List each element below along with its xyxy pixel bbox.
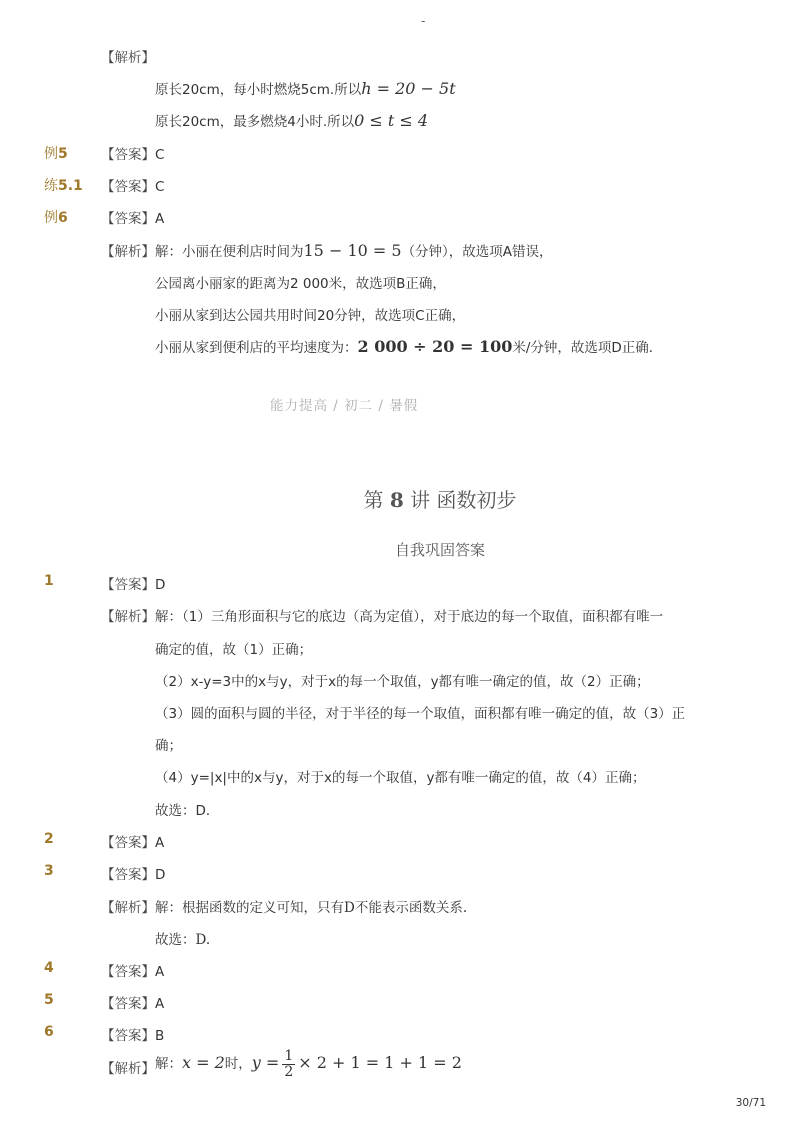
formula: h = 20 − 5t	[361, 79, 456, 98]
formula: 2 000 ÷ 20 = 100	[357, 337, 513, 356]
header-dash: -	[421, 14, 426, 28]
item-number: 例5	[44, 146, 68, 162]
solution-tag: 【解析】	[101, 1061, 155, 1077]
item-number: 1	[44, 573, 54, 589]
page-footer-band: 能力提高 / 初二 / 暑假	[270, 398, 419, 414]
formula: 0 ≤ t ≤ 4	[354, 111, 429, 130]
item-number: 5	[44, 992, 54, 1008]
item-number: 3	[44, 863, 54, 879]
solution-tag: 【解析】	[101, 244, 155, 260]
solution-line: 解：根据函数的定义可知，只有D不能表示函数关系.	[155, 900, 468, 916]
answer-line: 【答案】A	[101, 211, 165, 227]
answer-line: 【答案】C	[101, 179, 165, 195]
item-number: 2	[44, 831, 54, 847]
solution-line: （2）x-y=3中的x与y，对于x的每一个取值，y都有唯一确定的值，故（2）正确；	[155, 674, 650, 690]
answer-line: 【答案】A	[101, 996, 165, 1012]
formula: x = 2	[182, 1053, 225, 1073]
item-number: 6	[44, 1024, 54, 1040]
solution-line: 解：小丽在便利店时间为15 − 10 = 5（分钟），故选项A错误，	[155, 241, 553, 260]
section-title: 自我巩固答案	[394, 541, 485, 559]
formula: × 2 + 1 = 1 + 1 = 2	[298, 1053, 462, 1073]
solution-line: 确；	[155, 738, 182, 754]
answer-line: 【答案】D	[101, 867, 166, 883]
solution-line: 小丽从家到便利店的平均速度为：2 000 ÷ 20 = 100米/分钟，故选项D正确．	[155, 337, 663, 356]
solution-line	[155, 78, 456, 98]
solution-tag: 【解析】	[101, 609, 155, 625]
page-number: 30/71	[735, 1097, 766, 1109]
solution-text: 原长20cm，每小时燃烧5cm.所以	[155, 82, 362, 98]
solution-line: （3）圆的面积与圆的半径，对于半径的每一个取值，面积都有唯一确定的值，故（3）正	[155, 706, 686, 722]
solution-line: （4）y=|x|中的x与y，对于x的每一个取值，y都有唯一确定的值，故（4）正确；	[155, 770, 646, 786]
solution-line: 解：（1）三角形面积与它的底边（高为定值），对于底边的每一个取值，面积都有唯一	[155, 609, 664, 625]
answer-line: 【答案】C	[101, 147, 165, 163]
solution-line: 故选：D.	[155, 932, 211, 948]
item-number: 例6	[44, 210, 68, 226]
solution-line: 解：x = 2时，y = $\frac{1}{2}$ × 2 + 1 = 1 + 1 = 2	[155, 1048, 462, 1080]
answer-line: 【答案】A	[101, 835, 165, 851]
item-number: 练5.1	[44, 178, 83, 194]
solution-line: 小丽从家到达公园共用时间20分钟，故选项C正确，	[155, 308, 466, 324]
fraction: $\frac{1}{2}$	[284, 1048, 294, 1080]
solution-line	[155, 110, 428, 130]
solution-line: 故选：D．	[155, 803, 220, 819]
solution-text: 原长20cm，最多燃烧4小时.所以	[155, 114, 355, 130]
answer-line: 【答案】B	[101, 1028, 165, 1044]
lecture-title: 第 8 讲 函数初步	[363, 488, 517, 512]
answer-line: 【答案】A	[101, 964, 165, 980]
item-number: 4	[44, 960, 54, 976]
solution-tag: 【解析】	[101, 900, 155, 916]
solution-line: 公园离小丽家的距离为2 000米，故选项B正确，	[155, 276, 446, 292]
formula: y =	[251, 1053, 280, 1073]
solution-line: 确定的值，故（1）正确；	[155, 642, 313, 658]
formula: 15 − 10 = 5	[303, 241, 402, 260]
solution-tag: 【解析】	[101, 50, 155, 66]
answer-line: 【答案】D	[101, 577, 166, 593]
